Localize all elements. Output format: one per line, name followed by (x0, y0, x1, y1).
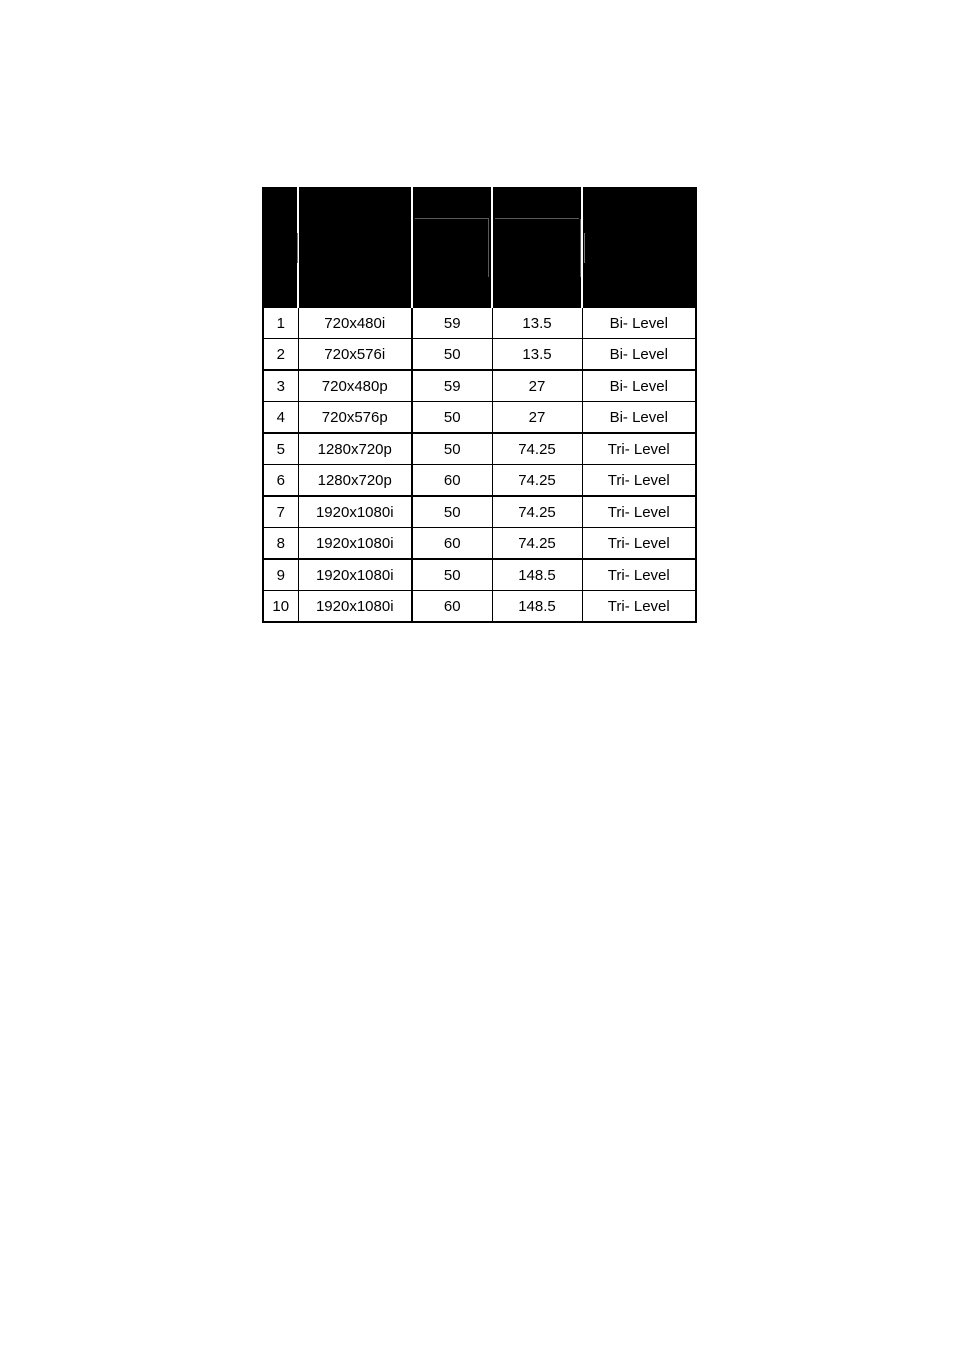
header-cell-number (263, 188, 298, 308)
cell-clock: 27 (492, 402, 582, 434)
cell-sync: Tri- Level (582, 496, 696, 528)
cell-sync: Bi- Level (582, 308, 696, 339)
cell-clock: 148.5 (492, 591, 582, 623)
cell-rate: 50 (412, 433, 492, 465)
cell-rate: 60 (412, 465, 492, 497)
header-artifact (488, 219, 489, 277)
cell-resolution: 1920x1080i (298, 528, 412, 560)
header-artifact (584, 233, 585, 263)
table-row (263, 465, 696, 497)
cell-resolution: 720x480p (298, 370, 412, 402)
cell-rate: 60 (412, 591, 492, 623)
cell-clock: 13.5 (492, 308, 582, 339)
cell-rate: 60 (412, 528, 492, 560)
cell-resolution: 720x480i (298, 308, 412, 339)
cell-clock: 74.25 (492, 433, 582, 465)
header-artifact (580, 219, 581, 277)
table-row (263, 559, 696, 591)
cell-sync: Tri- Level (582, 465, 696, 497)
cell-clock: 13.5 (492, 339, 582, 371)
header-cell-rate (412, 188, 492, 308)
video-format-table (262, 187, 697, 623)
header-cell-clock (492, 188, 582, 308)
cell-number: 8 (263, 528, 298, 560)
header-artifact (495, 218, 579, 219)
cell-number: 7 (263, 496, 298, 528)
table-row (263, 308, 696, 339)
cell-resolution: 1280x720p (298, 433, 412, 465)
cell-number: 5 (263, 433, 298, 465)
cell-sync: Bi- Level (582, 370, 696, 402)
table-row (263, 591, 696, 623)
table-row (263, 402, 696, 434)
cell-sync: Tri- Level (582, 591, 696, 623)
table-header (263, 188, 696, 308)
cell-rate: 50 (412, 559, 492, 591)
cell-sync: Tri- Level (582, 559, 696, 591)
cell-clock: 148.5 (492, 559, 582, 591)
cell-number: 2 (263, 339, 298, 371)
table-row (263, 433, 696, 465)
cell-clock: 74.25 (492, 496, 582, 528)
cell-number: 1 (263, 308, 298, 339)
cell-resolution: 1920x1080i (298, 496, 412, 528)
cell-sync: Tri- Level (582, 528, 696, 560)
cell-number: 6 (263, 465, 298, 497)
header-artifact (415, 218, 489, 219)
header-cell-sync (582, 188, 696, 308)
table-body (263, 308, 696, 623)
cell-resolution: 720x576i (298, 339, 412, 371)
cell-number: 9 (263, 559, 298, 591)
cell-number: 4 (263, 402, 298, 434)
cell-clock: 74.25 (492, 465, 582, 497)
cell-clock: 27 (492, 370, 582, 402)
cell-resolution: 720x576p (298, 402, 412, 434)
table-row (263, 339, 696, 371)
cell-sync: Tri- Level (582, 433, 696, 465)
cell-resolution: 1920x1080i (298, 591, 412, 623)
cell-number: 10 (263, 591, 298, 623)
cell-clock: 74.25 (492, 528, 582, 560)
cell-rate: 59 (412, 370, 492, 402)
table-row (263, 496, 696, 528)
header-row (263, 188, 696, 308)
cell-rate: 50 (412, 339, 492, 371)
cell-resolution: 1920x1080i (298, 559, 412, 591)
header-cell-resolution (298, 188, 412, 308)
table-row (263, 528, 696, 560)
cell-sync: Bi- Level (582, 339, 696, 371)
table-row (263, 370, 696, 402)
cell-resolution: 1280x720p (298, 465, 412, 497)
cell-rate: 50 (412, 496, 492, 528)
cell-sync: Bi- Level (582, 402, 696, 434)
cell-rate: 50 (412, 402, 492, 434)
cell-number: 3 (263, 370, 298, 402)
cell-rate: 59 (412, 308, 492, 339)
